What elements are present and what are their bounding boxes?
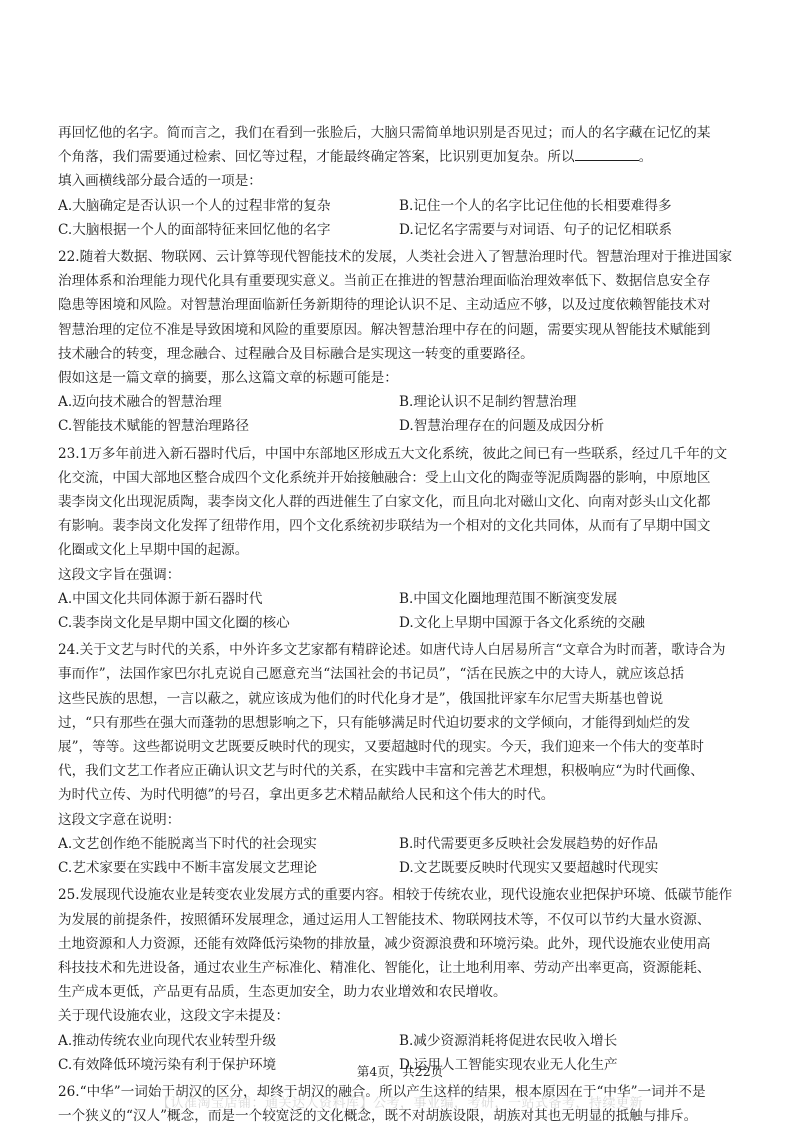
option-a: A.中国文化共同体源于新石器时代 <box>58 590 263 607</box>
question-23-line-4: 有影响。裴李岗文化发挥了纽带作用，四个文化系统初步联结为一个相对的文化共同体，从而有了早期中国文 <box>58 518 711 535</box>
option-c: C.大脑根据一个人的面部特征来回忆他的名字 <box>58 221 331 238</box>
question-25 <box>58 883 748 1077</box>
question-23-line-1: 23.1万多年前进入新石器时代后，中国中东部地区形成五大文化系统，彼此之间已有一些联系，经过几千年的文 <box>58 445 728 462</box>
question-25-text <box>58 883 748 1004</box>
question-22-line-2: 治理体系和治理能力现代化具有重要现实意义。当前正在推进的智慧治理面临治理效率低下、数据信息安全存 <box>58 273 711 290</box>
watermark-text: 【认准淘宝店铺：通关达人资料库】公考，事业编，考研，一站式备考，持续更新 <box>156 1096 643 1111</box>
option-c: C.有效降低环境污染有利于保护环境 <box>58 1056 277 1073</box>
fill-in-blank <box>575 146 639 161</box>
question-25-line-2: 为发展的前提条件，按照循环发展理念，通过运用人工智能技术、物联网技术等，不仅可以节约大量水资源、 <box>58 911 711 928</box>
question-23 <box>58 442 748 636</box>
question-21-options <box>58 194 748 242</box>
option-a: A.推动传统农业向现代农业转型升级 <box>58 1032 277 1049</box>
question-22-options <box>58 390 748 438</box>
option-b: B.减少资源消耗将促进农民收入增长 <box>399 1032 618 1049</box>
page-content <box>58 118 748 1128</box>
question-23-line-2: 化交流，中国大部地区整合成四个文化系统并开始接触融合：受上山文化的陶壶等泥质陶器的影响，中原地区 <box>58 469 711 486</box>
question-24-text <box>58 638 748 807</box>
question-23-line-3: 裴李岗文化出现泥质陶，裴李岗文化人群的西进催生了白家文化，而且向北对磁山文化、向南对彭头山文化都 <box>58 494 711 511</box>
question-21 <box>58 121 748 242</box>
question-21-text-end: 。 <box>638 149 653 166</box>
option-d: D.记忆名字需要与对词语、句子的记忆相联系 <box>399 221 673 238</box>
question-25-line-1: 25.发展现代设施农业是转变农业发展方式的重要内容。相较于传统农业，现代设施农业把保护环境、低碳节能作 <box>58 887 733 904</box>
question-24-line-5: 展”，等等。这些都说明文艺既要反映时代的现实，又要超越时代的现实。今天，我们迎来一个伟大的变革时 <box>58 739 704 756</box>
question-24-line-7: 为时代立传、为时代明德”的号召，拿出更多艺术精品献给人民和这个伟大的时代。 <box>58 787 555 804</box>
question-22 <box>58 245 748 439</box>
option-d: D.文艺既要反映时代现实又要超越时代现实 <box>399 860 659 877</box>
option-b: B.记住一个人的名字比记住他的长相要难得多 <box>399 197 672 214</box>
option-a: A.文艺创作绝不能脱离当下时代的社会现实 <box>58 835 317 852</box>
question-24-options <box>58 832 748 880</box>
question-26-line-1: 26.“中华”一词始于胡汉的区分，却终于胡汉的融合。所以产生这样的结果，根本原因在于“中华”一词并不是 <box>58 1083 706 1100</box>
question-25-line-3: 土地资源和人力资源，还能有效降低污染物的排放量，减少资源浪费和环境污染。此外，现代设施农业使用高 <box>58 935 711 952</box>
question-23-prompt: 这段文字旨在强调： <box>58 566 181 583</box>
question-22-line-1: 22.随着大数据、物联网、云计算等现代智能技术的发展，人类社会进入了智慧治理时代。智慧治理对于推进国家 <box>58 249 733 266</box>
question-24-line-4: 过，“只有那些在强大而蓬勃的思想影响之下，只有能够满足时代迫切要求的文学倾向，才能得到灿烂的发 <box>58 714 691 731</box>
option-c: C.艺术家要在实践中不断丰富发展文艺理论 <box>58 860 317 877</box>
question-25-line-4: 科技技术和先进设备，通过农业生产标准化、精准化、智能化，让土地利用率、劳动产出率更高，资源能耗、 <box>58 959 711 976</box>
question-25-line-5: 生产成本更低，产品更有品质，生态更加安全，助力农业增效和农民增收。 <box>58 984 507 1001</box>
question-22-line-5: 技术融合的转变，理念融合、过程融合及目标融合是实现这一转变的重要路径。 <box>58 345 534 362</box>
question-22-line-4: 智慧治理的定位不准是导致困境和风险的重要原因。解决智慧治理中存在的问题，需要实现从智能技术赋能到 <box>58 321 711 338</box>
question-23-options <box>58 587 748 635</box>
question-23-text <box>58 442 748 563</box>
question-24-prompt: 这段文字意在说明： <box>58 811 181 828</box>
option-c: C.裴李岗文化是早期中国文化圈的核心 <box>58 615 290 632</box>
option-a: A.大脑确定是否认识一个人的过程非常的复杂 <box>58 197 331 214</box>
question-23-line-5: 化圈或文化上早期中国的起源。 <box>58 542 249 559</box>
question-21-line-1: 再回忆他的名字。简而言之，我们在看到一张脸后，大脑只需简单地识别是否见过；而人的名字藏在记忆的某 <box>58 125 711 141</box>
question-24 <box>58 638 748 880</box>
question-22-prompt: 假如这是一篇文章的摘要，那么这篇文章的标题可能是： <box>58 370 398 387</box>
option-b: B.中国文化圈地理范围不断演变发展 <box>399 590 618 607</box>
question-24-line-3: 这些民族的思想，一言以蔽之，就应该成为他们的时代化身才是”，俄国批评家车尔尼雪夫斯基也曾说 <box>58 690 664 707</box>
option-b: B.理论认识不足制约智慧治理 <box>399 394 577 411</box>
option-d: D.智慧治理存在的问题及成因分析 <box>399 418 605 435</box>
question-24-line-2: 事而作”，法国作家巴尔扎克说自己愿意充当“法国社会的书记员”，“活在民族之中的大诗人，就应该总括 <box>58 666 684 683</box>
question-21-text <box>58 121 748 169</box>
question-24-line-1: 24.关于文艺与时代的关系，中外许多文艺家都有精辟论述。如唐代诗人白居易所言“文章合为时而著，歌诗合为 <box>58 642 726 659</box>
option-a: A.迈向技术融合的智慧治理 <box>58 394 222 411</box>
question-22-line-3: 隐患等困境和风险。对智慧治理面临新任务新期待的理论认识不足、主动适应不够，以及过度依赖智能技术对 <box>58 297 711 314</box>
option-b: B.时代需要更多反映社会发展趋势的好作品 <box>399 835 658 852</box>
option-c: C.智能技术赋能的智慧治理路径 <box>58 418 249 435</box>
question-26-line-2: 一个狭义的“汉人”概念，而是一个较宽泛的文化概念，既不对胡族设限，胡族对其也无明显的抵触与排斥。 <box>58 1108 698 1125</box>
option-d: D.文化上早期中国源于各文化系统的交融 <box>399 615 645 632</box>
question-21-line-2: 个角落，我们需要通过检索、回忆等过程，才能最终确定答案，比识别更加复杂。所以 <box>58 149 575 166</box>
question-24-line-6: 代，我们文艺工作者应正确认识文艺与时代的关系，在实践中丰富和完善艺术理想，积极响应“为时代画像、 <box>58 763 704 780</box>
question-21-prompt: 填入画横线部分最合适的一项是： <box>58 173 262 190</box>
question-22-text <box>58 245 748 366</box>
question-25-prompt: 关于现代设施农业，这段文字未提及： <box>58 1008 290 1025</box>
page-number: 第4页，共22页 <box>356 1064 444 1079</box>
option-d: D.运用人工智能实现农业无人化生产 <box>399 1056 618 1073</box>
